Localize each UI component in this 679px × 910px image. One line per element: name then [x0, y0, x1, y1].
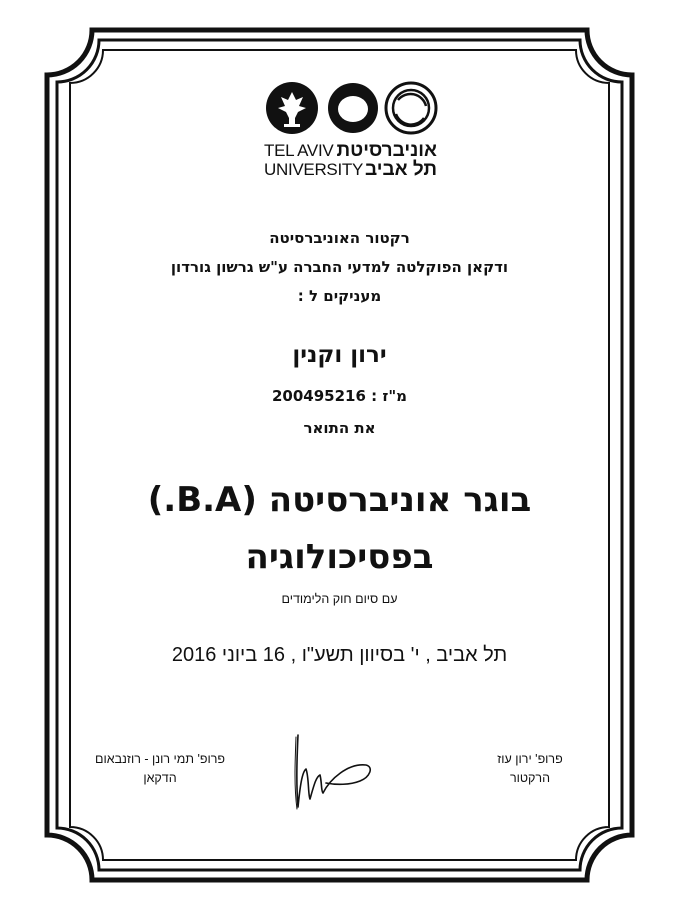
rector-name: פרופ' ירון עוז [497, 752, 563, 766]
recipient-id-label: מ"ז : [371, 387, 408, 405]
logo-name-he-line1: אוניברסיטת [336, 140, 437, 161]
rector-role: הרקטור [509, 771, 551, 785]
recipient-id-value: 200495216 [271, 387, 366, 405]
rector-signature-block [445, 750, 615, 788]
dean-signature-block [75, 750, 245, 788]
rings-emblem-icon [386, 83, 436, 133]
university-logo [258, 78, 438, 188]
dean-name: פרופ' תמי רונן - רוזנבאום [95, 752, 225, 766]
tree-emblem-icon [266, 82, 318, 134]
recipient-id-line [60, 387, 619, 405]
dean-role: הדקאן [143, 771, 177, 785]
recipient-name: ירון וקנין [292, 342, 387, 368]
logo-emblem-icon [258, 78, 438, 140]
logo-name-en-line2: UNIVERSITY [264, 160, 364, 179]
handwritten-signature-icon [288, 727, 378, 812]
issue-date: תל אביב , י' בסיוון תשע"ו , 16 ביוני 2016 [171, 644, 508, 666]
header-dean-line: ודקאן הפוקלטה למדעי החברה ע"ש גרשון גורדון [170, 258, 509, 276]
header-grant-line: מעניקים ל : [297, 287, 382, 305]
completion-note: עם סיום חוק הלימודים [281, 592, 398, 606]
header-rector-line: רקטור האוניברסיטה [269, 229, 410, 247]
logo-name-he-line2: תל אביב [364, 159, 437, 180]
logo-name-en-line1: TEL AVIV [264, 141, 334, 160]
degree-intro-label: את התואר [303, 419, 376, 437]
bold-ring-icon [328, 83, 378, 133]
degree-field: בפסיכולוגיה [245, 537, 434, 577]
degree-title: בוגר אוניברסיטה (B.A.) [147, 480, 532, 520]
